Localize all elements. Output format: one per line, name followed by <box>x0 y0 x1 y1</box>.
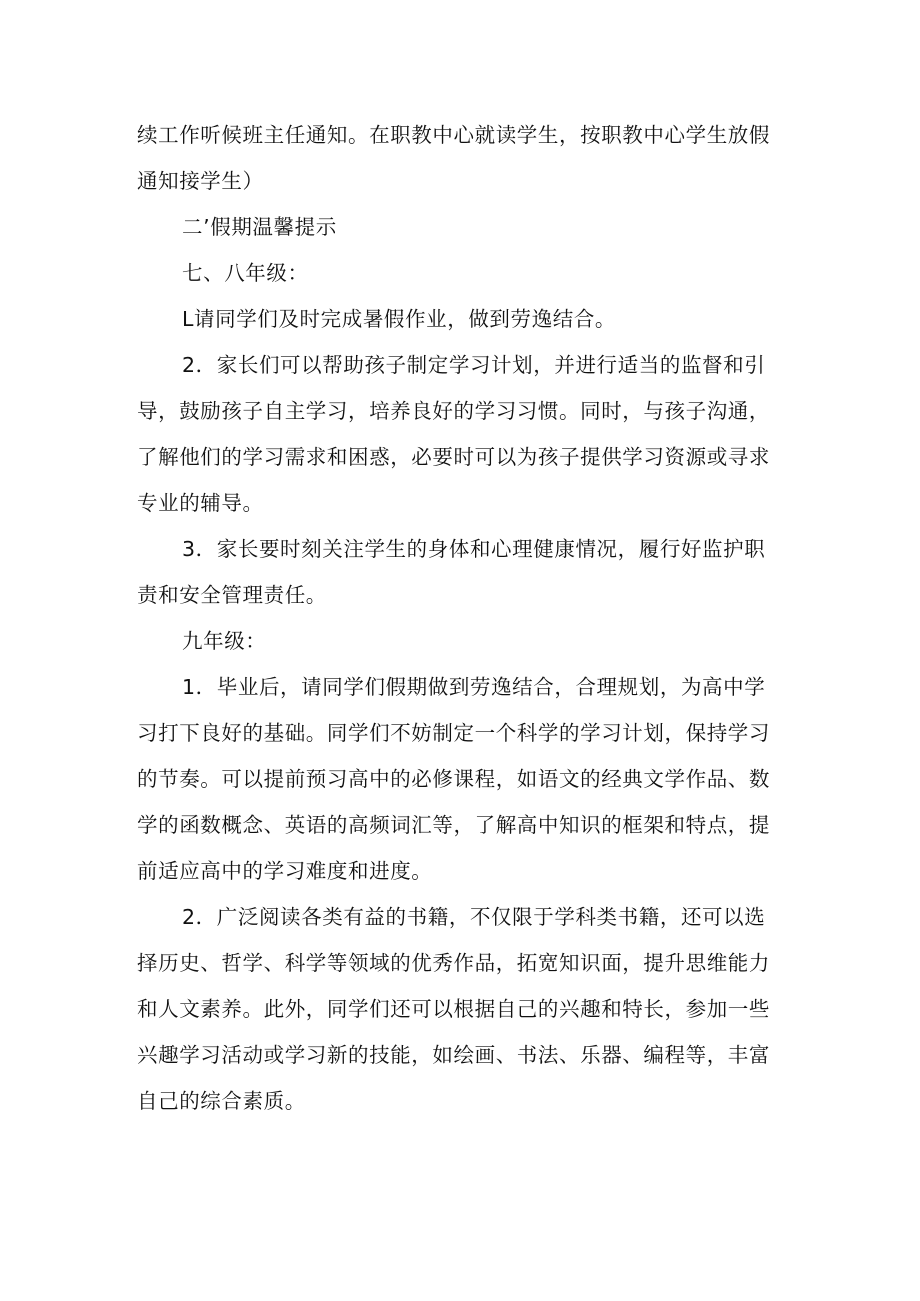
text-line: 前适应高中的学习难度和进度。 <box>137 859 433 883</box>
text-line: 兴趣学习活动或学习新的技能，如绘画、书法、乐器、编程等，丰富 <box>137 1043 770 1067</box>
text-line: 2．家长们可以帮助孩子制定学习计划，并进行适当的监督和引 <box>182 353 766 377</box>
text-line: 2．广泛阅读各类有益的书籍，不仅限于学科类书籍，还可以选 <box>182 905 766 929</box>
heading-line: 七、八年级： <box>182 261 309 285</box>
paragraph-continued-notice <box>137 112 789 204</box>
heading-line: 二’假期温馨提示 <box>182 215 337 239</box>
paragraph-item-2 <box>137 342 789 526</box>
section-heading-holiday-tips <box>137 204 789 250</box>
paragraph-item-1 <box>137 296 789 342</box>
text-line: 习打下良好的基础。同学们不妨制定一个科学的学习计划，保持学习 <box>137 721 770 745</box>
text-line: 的节奏。可以提前预习高中的必修课程，如语文的经典文学作品、数 <box>137 767 770 791</box>
text-line: 续工作听候班主任通知。在职教中心就读学生，按职教中心学生放假 <box>137 123 770 147</box>
grade-heading-7-8 <box>137 250 789 296</box>
text-line: 专业的辅导。 <box>137 491 264 515</box>
text-line: 择历史、哲学、科学等领域的优秀作品，拓宽知识面，提升思维能力 <box>137 951 770 975</box>
paragraph-grade9-item-2 <box>137 894 789 1124</box>
text-line: 1．毕业后，请同学们假期做到劳逸结合，合理规划，为高中学 <box>182 675 766 699</box>
grade-heading-9 <box>137 618 789 664</box>
paragraph-item-3 <box>137 526 789 618</box>
text-line: 导，鼓励孩子自主学习，培养良好的学习习惯。同时，与孩子沟通， <box>137 399 770 423</box>
text-line: 了解他们的学习需求和困惑，必要时可以为孩子提供学习资源或寻求 <box>137 445 770 469</box>
text-line: 学的函数概念、英语的高频词汇等，了解高中知识的框架和特点，提 <box>137 813 770 837</box>
text-line: 和人文素养。此外，同学们还可以根据自己的兴趣和特长，参加一些 <box>137 997 770 1021</box>
text-line: 责和安全管理责任。 <box>137 583 327 607</box>
text-line: 3．家长要时刻关注学生的身体和心理健康情况，履行好监护职 <box>182 537 766 561</box>
heading-line: 九年级： <box>182 629 267 653</box>
paragraph-grade9-item-1 <box>137 664 789 894</box>
text-line: 通知接学生） <box>137 169 264 193</box>
text-line: 自己的综合素质。 <box>137 1089 306 1113</box>
document-body <box>137 112 789 1124</box>
text-line: L请同学们及时完成暑假作业，做到劳逸结合。 <box>182 307 617 331</box>
